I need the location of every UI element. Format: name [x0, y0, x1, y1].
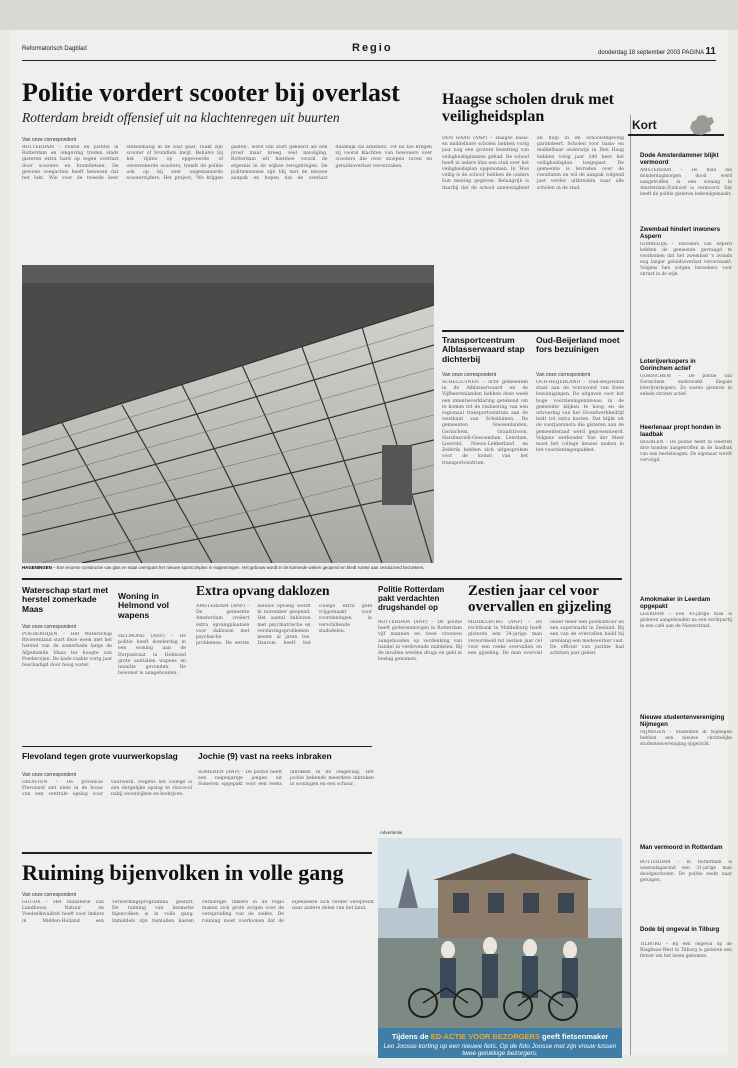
- waterschap-headline: Waterschap start met herstel zomerkade Maas: [22, 585, 109, 614]
- transport-headline: Transportcentrum Alblasserwaard stap dichterbij: [442, 335, 525, 364]
- haagse-body: DEN HAAG (ANP) – Haagse basis- en middelbare scholen hebben vorig jaar nog een grotere bezetting van veiligheidsplannen gehad. De school heeft in iedere klas een stuk over het veiligheidsplan opgenomen. In 'Hoe veilig is de school' hebben de ouders hun mening gegeven. Belangrijk is daarbij dat de school aanwezigheid en hulp in de schoolomgeving garandeert. Scholen voor basis- en middelbaar onderwijs in Den Haag hebben vorig jaar 240 keer het veiligheidsplan toegepast. De gemeente is tevreden over de resultaten en wil de aanpak volgend jaar verder uitbreiden naar alle scholen in de stad.: [442, 136, 624, 191]
- kort-headline-4: Heerlenaar propt honden in laadbak: [640, 424, 721, 438]
- ad-line-1: Tijdens de ED-ACTIE VOOR BEZORGERS geeft fietsenmaker: [391, 1032, 609, 1041]
- kort-headline-8: Dode bij ongeval in Tilburg: [640, 926, 720, 933]
- lead-body: ROTTERDAM – Politie en justitie in Rotterdam en omgeving treden sinds gisteren extra hard op tegen overlast door scooters en bromfietsen. De gewone veegacties heeft bewezen dat het lukt. Wie voor de tweede keer stelselmatig in de fout gaat, raakt zijn scooter of bromfiets kwijt. Behalve bij het rijden op opgevoerde of onverzekerde scooters, treedt de politie ook op bij zeer ongemanierde scooterrijders. Het project, 'We krijgen gasten', werd van start gekeerd als een proef maar kreeg veel navolging. Rotterdam wil hiermee vooral de ergernis in de wijken terugdringen. De politiemensen zijn blij met de nieuwe aanpak en hopen dat de overlast duidelijk zal afnemen. Tot nu toe kregen zij vooral klachten van bewoners over scooters die over stoepen racen en geluidsoverlast veroorzaken.: [22, 145, 432, 182]
- oud-beijerland-body: OUD-BEIJERLAND – Oud-Beijerland staat aan de vooravond van forse bezuinigingen. De uitgaven voor het hoge voorzieningenniveau in de gemeente blijken te hoog en de uitvoering van het Grondwerkbedrijf leidt tot extra kosten. Dat blijkt uit de voorjaarsnota die gisteren aan de gemeenteraad werd gepresenteerd. Volgens wethouder Van der Meer moet het college keuzes maken in het voorzieningenpakket.: [536, 380, 624, 454]
- kort-body-8: TILBURG – Bij een ongeval op de Ringbaan-West in Tilburg is gisteren een fietser om het leven gekomen.: [640, 942, 732, 959]
- transport-body: SCHELLUINEN – Acht gemeenten in de Alblasserwaard en de Vijfheerenlanden hebben deze week een intentieverklaring getekend om te komen tot de realisering van een regionaal transportcentrum aan de westkant van Schelluinen. De gemeenten Giessenlanden, Gorinchem, Graafstroom, Hardinxveld-Giessendam, Leerdam, Liesveld, Nieuw-Lekkerland en Zederik hebben zich uitgesproken voor de komst van het transportcentrum.: [442, 380, 528, 466]
- politie-rotterdam-body: ROTTERDAM (ANP) – De politie heeft gisterenmorgen in Rotterdam vijf mannen en twee vrouwen aangehouden op verdenking van handel in verdovende middelen. Bij de invallen werden drugs en geld in beslag genomen.: [378, 620, 462, 663]
- kort-body-4: HEERLEN – De politie heeft in Heerlen drie honden aangetroffen in de laadbak van een bestelwagen. De eigenaar wordt vervolgd.: [640, 440, 732, 463]
- waterschap-body: POEDEROIJEN – Het Waterschap Rivierenland start deze week met het herstel van de zomerkade langs de Afgedamde Maas ter hoogte van Poederoijen. De kade raakte vorig jaar beschadigd door hoog water.: [22, 632, 112, 669]
- scan-border: [0, 0, 738, 30]
- kort-body-2: GORREDIJK – Inwoners van Aspern hebben de gemeente gevraagd te voorkomen dat het zwembad 's avonds nog langer geluidsoverlast veroorzaakt. Volgens hen zorgen bezoekers voor onrust in de wijk.: [640, 242, 732, 277]
- newspaper-page: [10, 30, 732, 1057]
- paper-name: Reformatorisch Dagblad: [22, 46, 87, 52]
- oud-beijerland-headline: Oud-Beijerland moet fors bezuinigen: [536, 335, 620, 355]
- kort-body-7: ROTTERDAM – In Rotterdam is woensdagavond een 31-jarige man doodgeschoten. De politie zoekt naar getuigen.: [640, 860, 732, 883]
- section-title: Regio: [352, 42, 393, 54]
- zestien-headline: Zestien jaar cel voor overvallen en gijzeling: [468, 583, 612, 615]
- page-number: 11: [705, 46, 716, 57]
- masthead: [22, 42, 716, 58]
- kort-body-3: GORINCHEM – De politie van Gorinchem onderzoekt illegale loterijverkopers. Ze waren gisteren in enkele straten actief.: [640, 374, 732, 397]
- kort-headline-5: Amokmaker in Leerdam opgepakt: [640, 596, 711, 610]
- lead-headline: Politie vordert scooter bij overlast: [22, 78, 400, 107]
- flevoland-body: DRONTEN – De provincie Flevoland ziet niets in de bouw van een centrale opslag voor vuurwerk. Volgens het college is een dergelijke opslag te risicovol nabij woonwijken en bedrijven.: [22, 780, 192, 798]
- haagse-headline: Haagse scholen druk met veiligheidsplan: [442, 91, 614, 125]
- ad-label: Advertentie: [380, 830, 403, 835]
- section-rule-1: [22, 578, 622, 580]
- kort-headline-7: Man vermoord in Rotterdam: [640, 844, 723, 851]
- kort-headline-2: Zwembad hindert inwoners Aspern: [640, 226, 721, 240]
- flevoland-byline: Van onze correspondent: [22, 772, 77, 778]
- kort-body-1: AMSTERDAM – De man die donderdagmorgen dood werd aangetroffen in een woning in Amsterdam-Zuidoost is vermoord. Dat heeft de politie gisteren bekendgemaakt.: [640, 168, 732, 197]
- kort-body-6: NIJMEGEN – Studenten in Nijmegen hebben een nieuwe christelijke studentenvereniging opgericht.: [640, 730, 732, 747]
- ad-line-2: Leo Joosse korting op een nieuwe fiets. Op de foto Joosse met zijn vrouw tussen twee gelukkige bezorgers.: [383, 1043, 617, 1057]
- jochie-headline: Jochie (9) vast na reeks inbraken: [198, 751, 332, 761]
- haagse-rule: [442, 330, 624, 332]
- masthead-rule: [22, 60, 716, 61]
- section-rule-3: [22, 852, 372, 854]
- kort-headline-6: Nieuwe studentenvereniging Nijmegen: [640, 714, 725, 728]
- waterschap-byline: Van onze correspondent: [22, 624, 77, 630]
- kort-body-5: LEERDAM – Een 43-jarige man is gisteren aangehouden na een vechtpartij in een café aan de Nieuwstraat.: [640, 612, 732, 629]
- lead-byline: Van onze correspondent: [22, 137, 77, 143]
- lead-subhead: Rotterdam breidt offensief uit na klachtenregen uit buurten: [22, 110, 340, 125]
- stadium-roof-photo: [22, 265, 434, 563]
- woning-body: HELMOND (ANP) – De politie heeft donderdag in een woning aan de Dorpsstraat in Helmond grote aantallen wapens en munitie gevonden. De bewoner is aangehouden.: [118, 634, 186, 677]
- daklozen-headline: Extra opvang daklozen: [196, 583, 330, 598]
- section-rule-2: [22, 746, 372, 747]
- oud-beijerland-byline: Van onze correspondent: [536, 372, 591, 378]
- woning-headline: Woning in Helmond vol wapens: [118, 591, 170, 620]
- kort-headline-3: Loterijverkopers in Gorinchem actief: [640, 358, 696, 372]
- kort-divider: [630, 115, 631, 1055]
- transport-byline: Van onze correspondent: [442, 372, 497, 378]
- netherlands-map-icon: [686, 114, 716, 136]
- flevoland-headline: Flevoland tegen grote vuurwerkopslag: [22, 751, 178, 761]
- ad-banner: [378, 1028, 622, 1058]
- ruiming-headline: Ruiming bijenvolken in volle gang: [22, 860, 344, 885]
- daklozen-body: AMSTERDAM (ANP) – De gemeente Amsterdam creëert extra opvangplaatsen voor daklozen met psychische problemen. De eerste nieuwe opvang wordt in november geopend. Het aantal daklozen met psychiatrische en verslavingsproblemen neemt al jaren toe. Daarom heeft het college extra geld vrijgemaakt voor voorzieningen in verschillende stadsdelen.: [196, 604, 372, 647]
- ruiming-byline: Van onze correspondent: [22, 892, 77, 898]
- date-line: donderdag 18 september 2003 PAGINA 11: [598, 46, 716, 57]
- jochie-body: SOMEREN (ANP) – De politie heeft een negenjarige jongen uit Someren opgepakt voor een reeks inbraken in de omgeving. Het jochie bekende meerdere inbraken in woningen en een schuur.: [198, 770, 374, 788]
- lead-photo-caption: HAGENINGEN – Een enorme constructie van glas en staal overspant het nieuwe sportcomplex in Hagenningen. Het gebouw wordt in de komende weken geopend en biedt ruimte aan zesduizend bezoekers.: [22, 565, 425, 570]
- kort-headline-1: Dode Amsterdammer blijkt vermoord: [640, 152, 719, 166]
- kort-title: Kort: [632, 118, 657, 132]
- ruiming-body: GOUDA – Het ministerie van Landbouw, Natuur en Voedselkwaliteit heeft voor imkers in Midden-Holland een verwerkingsprogramma gestart. De ruiming van besmette bijenvolken is in volle gang. Inmiddels zijn tientallen kasten vernietigd. Imkers in de regio maken zich grote zorgen over de verspreiding van de ziekte. De ruiming moet voorkomen dat de bijenziekte zich verder verspreidt naar andere delen van het land.: [22, 900, 374, 924]
- zestien-body: MIDDELBURG (ANP) – De rechtbank in Middelburg heeft gisteren een 34-jarige man veroordeeld tot zestien jaar cel voor een reeks overvallen en een gijzeling. De man overviel onder meer een postkantoor en een supermarkt in Zeeland. Bij een van de overvallen hield hij urenlang een medewerker vast. De officier van justitie had achttien jaar geëist.: [468, 620, 624, 657]
- bicycle-shop-photo: [378, 838, 622, 1028]
- politie-rotterdam-headline: Politie Rotterdam pakt verdachten drugshandel op: [378, 585, 445, 612]
